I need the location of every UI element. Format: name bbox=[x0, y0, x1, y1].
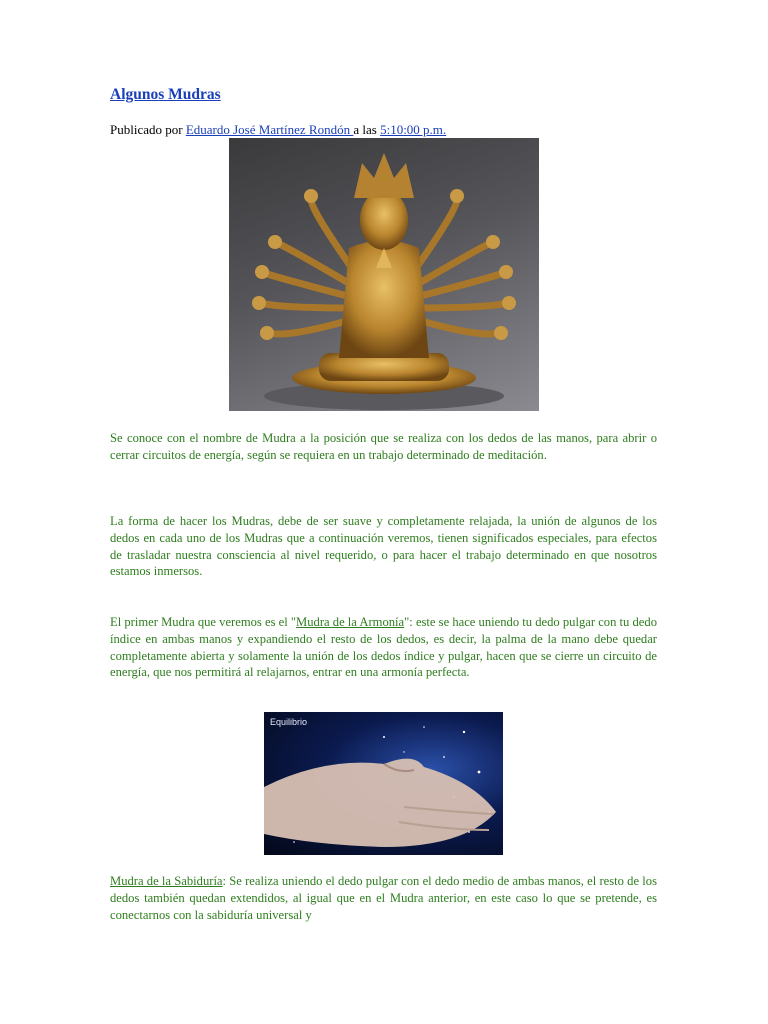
statue-image bbox=[229, 138, 539, 411]
statue-illustration bbox=[229, 138, 539, 411]
post-byline bbox=[110, 122, 446, 138]
hand-image-caption: Equilibrio bbox=[270, 717, 308, 727]
paragraph-mudra-armonia bbox=[110, 614, 657, 681]
post-title[interactable]: Algunos Mudras bbox=[110, 86, 221, 103]
hand-illustration bbox=[264, 712, 503, 855]
paragraph-mudras-method: La forma de hacer los Mudras, debe de ser suave y completamente relajada, la unión de algunos de los dedos en cada uno de los Mudras que a continuación veremos, tienen significados especiales, para efectos de trasladar nuestra consciencia al nivel requerido, o para hacer el trabajo determinado en que nosotros estamos inmersos. bbox=[110, 514, 657, 579]
p3-after: ": este se hace uniendo tu dedo pulgar con tu dedo índice en ambas manos y expandiendo el resto de los dedos, es decir, la palma de la mano debe quedar completamente abierta y solamente la unión de los dedos índice y pulgar, hacen que se cierre un circuito de energía, que nos permitirá al relajarnos, entrar en una armonía perfecta. bbox=[110, 615, 657, 680]
paragraph-intro: Se conoce con el nombre de Mudra a la posición que se realiza con los dedos de las manos, para abrir o cerrar circuitos de energía, según se requiera en un trabajo determinado de meditación. bbox=[110, 431, 657, 462]
p4-after: : Se realiza uniendo el dedo pulgar con el dedo medio de ambas manos, el resto de los dedos también quedan extendidos, al igual que en el Mudra anterior, en este caso lo que se pretende, es conectarnos con la sabiduría universal y bbox=[110, 874, 657, 922]
author-link[interactable]: Eduardo José Martínez Rondón bbox=[185, 122, 354, 137]
post-time-link[interactable]: 5:10:00 p.m. bbox=[380, 122, 447, 137]
paragraph-mudra-sabiduria bbox=[110, 873, 657, 923]
byline-mid: a las bbox=[353, 122, 381, 137]
mudra-sabiduria-link[interactable]: Mudra de la Sabiduría bbox=[110, 874, 223, 888]
byline-prefix: Publicado por bbox=[110, 122, 186, 137]
mudra-armonia-link[interactable]: Mudra de la Armonía bbox=[296, 615, 405, 629]
hand-mudra-image bbox=[264, 712, 503, 855]
p3-before: El primer Mudra que veremos es el " bbox=[110, 615, 297, 629]
